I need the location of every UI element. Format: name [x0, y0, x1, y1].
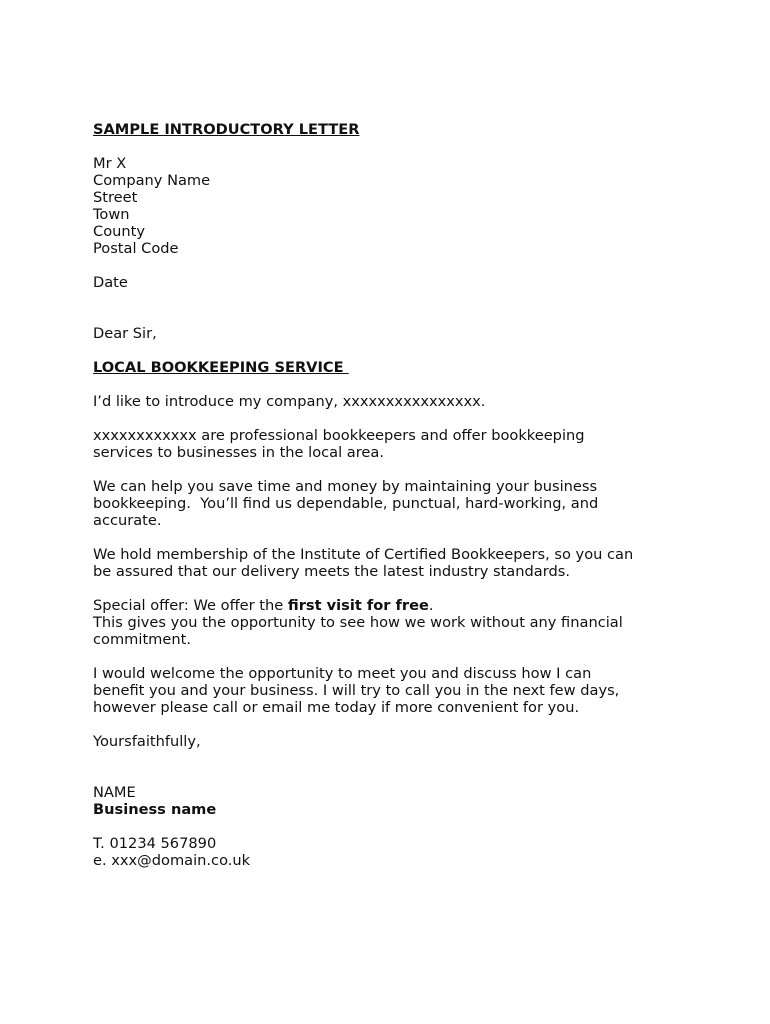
special-offer-suffix: .: [428, 597, 434, 614]
recipient-postal-code: Postal Code: [93, 240, 179, 257]
paragraph-line: be assured that our delivery meets the latest industry standards.: [93, 563, 570, 580]
letter-date: Date: [93, 274, 128, 291]
paragraph-line: however please call or email me today if more convenient for you.: [93, 699, 580, 716]
paragraph-line: bookkeeping. You’ll find us dependable, punctual, hard-working, and: [93, 495, 599, 512]
paragraph-help: [93, 478, 683, 529]
business-name: Business name: [93, 801, 217, 818]
paragraph-membership: [93, 546, 683, 580]
signature-name: NAME: [93, 784, 136, 801]
paragraph-line: services to businesses in the local area.: [93, 444, 384, 461]
paragraph-line: commitment.: [93, 631, 191, 648]
recipient-name: Mr X: [93, 155, 127, 172]
closing: Yoursfaithfully,: [93, 733, 201, 750]
paragraph-line: xxxxxxxxxxxx are professional bookkeepers and offer bookkeeping: [93, 427, 585, 444]
recipient-county: County: [93, 223, 145, 240]
paragraph-line: benefit you and your business. I will try to call you in the next few days,: [93, 682, 620, 699]
recipient-address: [93, 155, 683, 257]
signature-business: [93, 801, 683, 818]
contact-email: e. xxx@domain.co.uk: [93, 852, 251, 869]
letter-title: SAMPLE INTRODUCTORY LETTER: [93, 121, 360, 138]
paragraph-line: We can help you save time and money by maintaining your business: [93, 478, 598, 495]
recipient-company: Company Name: [93, 172, 211, 189]
salutation: Dear Sir,: [93, 325, 157, 342]
paragraph-professional: [93, 427, 683, 461]
paragraph-welcome: [93, 665, 683, 716]
paragraph-intro: I’d like to introduce my company, xxxxxxxxxxxxxxxx.: [93, 393, 486, 410]
special-offer-prefix: Special offer: We offer the: [93, 597, 288, 614]
paragraph-line: accurate.: [93, 512, 162, 529]
recipient-street: Street: [93, 189, 138, 206]
letter-page: [93, 121, 683, 869]
letter-subject: LOCAL BOOKKEEPING SERVICE: [93, 359, 349, 376]
special-offer-line: [93, 597, 683, 614]
paragraph-line: This gives you the opportunity to see how we work without any financial: [93, 614, 623, 631]
paragraph-line: I would welcome the opportunity to meet you and discuss how I can: [93, 665, 592, 682]
contact-phone: T. 01234 567890: [93, 835, 217, 852]
recipient-town: Town: [93, 206, 130, 223]
contact-block: [93, 835, 683, 869]
paragraph-special-offer: [93, 597, 683, 648]
special-offer-highlight: first visit for free: [287, 597, 429, 614]
signature-block: [93, 784, 683, 818]
paragraph-line: We hold membership of the Institute of Certified Bookkeepers, so you can: [93, 546, 634, 563]
